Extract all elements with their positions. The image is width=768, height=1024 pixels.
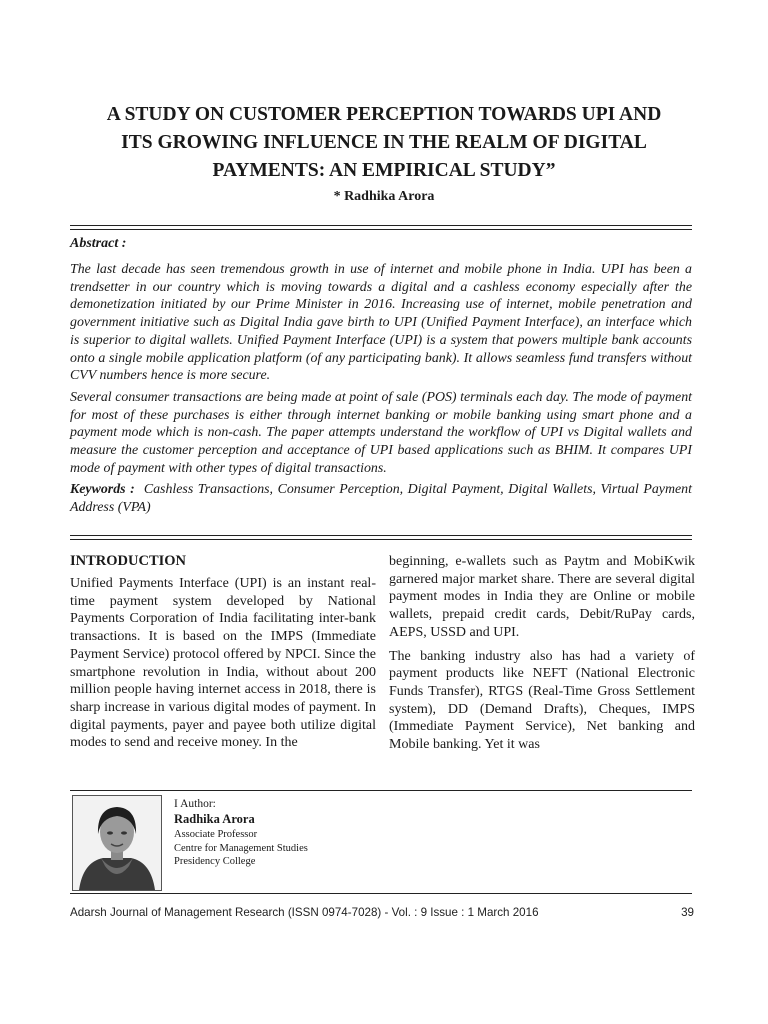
author-portrait-illustration bbox=[73, 796, 161, 890]
author-byline: * Radhika Arora bbox=[333, 189, 435, 204]
abstract-body bbox=[70, 261, 692, 521]
left-column bbox=[70, 553, 376, 758]
paper-title bbox=[60, 101, 708, 185]
body-paragraph: Unified Payments Interface (UPI) is an instant real-time payment system developed by National Payments Corporation of India facilitating inter-bank transactions. It is based on the IMPS (Immediate Payment Service) protocol offered by NPCI. Since the smartphone revolution in India, without about 200 million people having internet access in 2018, there is sharp increase in various digital modes of payment. In digital payments, payer and payee both utilize digital modes to send and receive money. In the bbox=[70, 576, 376, 751]
body-paragraph: The banking industry also has had a variety of payment products like NEFT (National Electronic Funds Transfer), RTGS (Real-Time Gross Settlement system), DD (Demand Drafts), Cheques, IMPS (Immediate Payment Service), Net banking and Mobile banking. Yet it was bbox=[389, 648, 695, 753]
top-divider-second bbox=[70, 229, 692, 230]
author-name: Radhika Arora bbox=[174, 812, 255, 826]
author-photo bbox=[72, 795, 162, 891]
author-label: I Author: bbox=[174, 798, 216, 810]
abstract-divider-second bbox=[70, 539, 692, 540]
footer-rule bbox=[70, 893, 692, 894]
author-designation: Associate Professor bbox=[174, 829, 258, 840]
author-department: Centre for Management Studies bbox=[174, 842, 308, 854]
keywords-label: Keywords : bbox=[70, 482, 135, 498]
author-box-top-rule bbox=[70, 790, 692, 791]
journal-citation: Adarsh Journal of Management Research (ISSN 0974-7028) - Vol. : 9 Issue : 1 March 2016 bbox=[70, 906, 539, 919]
abstract-paragraph: Several consumer transactions are being made at point of sale (POS) terminals each day. The mode of payment for most of these purchases is either through internet banking or mobile banking using smart phone and a payment mode which is non-cash. The paper attempts understand the workflow of UPI vs Digital wallets and measure the customer perception and acceptance of UPI based applications such as BHIM. It compares UPI mode of payment with other types of digital transactions. bbox=[70, 389, 692, 476]
right-column bbox=[389, 553, 695, 760]
keywords-text: Cashless Transactions, Consumer Perception, Digital Payment, Digital Wallets, Virtual Payment Address (VPA) bbox=[70, 482, 692, 516]
page-number: 39 bbox=[681, 906, 694, 919]
author-institution: Presidency College bbox=[174, 856, 256, 867]
keywords bbox=[70, 481, 692, 516]
title-line: PAYMENTS: AN EMPIRICAL STUDY” bbox=[212, 160, 556, 181]
page-footer bbox=[70, 906, 694, 919]
top-divider bbox=[70, 225, 692, 226]
body-paragraph: beginning, e-wallets such as Paytm and MobiKwik garnered major market share. There are several digital payment modes in India they are Online or mobile wallets, prepaid credit cards, Debit/RuPay cards, AEPS, USSD and UPI. bbox=[389, 554, 695, 640]
abstract-heading: Abstract : bbox=[70, 236, 127, 251]
abstract-paragraph: The last decade has seen tremendous growth in use of internet and mobile phone in India. UPI has been a trendsetter in our country which is moving towards a digital and a cashless economy especially after the demonetization initiated by our Prime Minister in 2016. Increasing use of internet, mobile penetration and government initiative such as Digital India gave birth to UPI (Unified Payment Interface), an interface which is superior to digital wallets. Unified Payment Interface (UPI) is a system that powers multiple bank accounts onto a single mobile application platform (of any participating bank). It allows seamless fund transfers without CVV numbers hence is more secure. bbox=[70, 262, 692, 384]
title-line: A STUDY ON CUSTOMER PERCEPTION TOWARDS UPI AND bbox=[106, 104, 662, 125]
title-line: ITS GROWING INFLUENCE IN THE REALM OF DIGITAL bbox=[121, 132, 647, 153]
abstract-divider bbox=[70, 535, 692, 536]
author-details bbox=[174, 797, 308, 869]
section-heading: INTRODUCTION bbox=[70, 553, 187, 569]
